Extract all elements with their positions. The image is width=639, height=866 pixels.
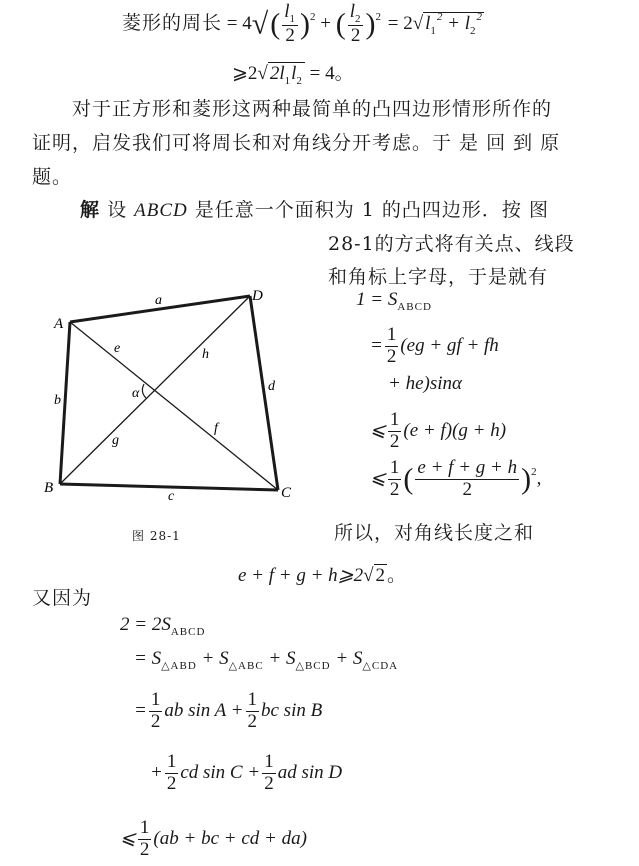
side-b-label: b: [54, 393, 61, 408]
geq-two: ⩾2: [232, 63, 258, 84]
area-bound-1: ⩽ $\frac{1}{2}$ (e + f)(g + h): [370, 409, 507, 452]
area-expansion-cont: + he)sinα: [388, 373, 462, 394]
diagonal-sum-inequality: e + f + g + h⩾2√ 2 。: [238, 565, 407, 586]
conclusion-text: 所以，对角线长度之和: [334, 522, 535, 544]
chain-line-1: $2 = 2S_{ABCD}$: [120, 614, 206, 638]
area-bound-2: ⩽ $\frac{1}{2}$ ( $\frac{e + f + g + h}{2}$ )$^2$,: [370, 457, 542, 500]
radical-sign: √: [257, 63, 268, 84]
vertex-b-label: B: [44, 480, 54, 496]
equals-two: = 2: [387, 12, 413, 34]
vertex-a-label: A: [54, 316, 64, 332]
segment-e-label: e: [114, 341, 121, 356]
diagonal-bd: [60, 296, 250, 484]
radical-sign: √: [412, 12, 424, 34]
half-fraction: $\frac{1}{2}$: [139, 817, 150, 860]
rhombus-perimeter-line: [122, 2, 484, 47]
half-fraction: $\frac{1}{2}$: [264, 751, 274, 794]
half-fraction: $\frac{1}{2}$: [389, 457, 400, 500]
solution-heading: 解: [80, 199, 101, 221]
quadrilateral-figure: [40, 280, 310, 520]
para-line-2: 证明，启发我们可将周长和对角线分开考虑。于 是 回 到 原: [32, 132, 561, 154]
solution-line-1: [80, 195, 549, 222]
fraction-l2: $\frac{l_2}{2}$: [349, 1, 362, 47]
half-fraction: $\frac{1}{2}$: [247, 689, 257, 732]
chain-line-3: = $\frac{1}{2}$ ab sin A + $\frac{1}{2}$ bc sin B: [134, 689, 323, 732]
quad-name: ABCD: [134, 200, 188, 221]
solution-line-3: 和角标上字母，于是就有: [328, 266, 549, 288]
side-d-label: d: [268, 379, 275, 394]
area-expansion: = $\frac{1}{2}$ (eg + gf + fh: [370, 324, 499, 367]
half-fraction: $\frac{1}{2}$: [386, 324, 397, 367]
figure-caption: 图 28-1: [132, 529, 181, 543]
solution-line-2: 28-1的方式将有关点、线段: [328, 233, 575, 255]
solution-text: 设: [107, 199, 135, 221]
mean-fraction: $\frac{e + f + g + h}{2}$: [417, 457, 518, 500]
because-label: 又因为: [32, 587, 93, 609]
angle-arc: [142, 384, 146, 398]
diagonal-ac: [70, 322, 278, 490]
segment-f-label: f: [214, 421, 218, 436]
vertex-c-label: C: [281, 485, 292, 501]
angle-label: α: [132, 386, 140, 401]
solution-text-cont: 是任意一个面积为 1 的凸四边形．按 图: [187, 199, 549, 221]
radicand-2l1l2: $2l_1l_2$: [269, 63, 303, 87]
rhombus-inequality-line: [232, 58, 354, 87]
fraction-l1: $\frac{l_1}{2}$: [284, 1, 296, 47]
radicand-l1-l2: $l_1^2 + l_2^2$: [425, 10, 483, 37]
segment-h-label: h: [202, 347, 209, 362]
half-fraction: $\frac{1}{2}$: [389, 409, 400, 452]
half-fraction: $\frac{1}{2}$: [150, 689, 161, 732]
coefficient: 4: [242, 12, 252, 34]
equals-sign: =: [226, 12, 238, 34]
equals-four: = 4。: [309, 63, 354, 84]
para-line-1: 对于正方形和菱形这两种最简单的凸四边形情形所作的: [72, 98, 553, 120]
radicand: ( $\frac{l_1}{2}$ )$^2$ + ( $\frac{l_2}{2}$ )$^2$: [270, 1, 381, 47]
radical-sign: √: [251, 7, 269, 41]
half-fraction: $\frac{1}{2}$: [166, 751, 177, 794]
side-b-line: [60, 322, 70, 484]
rhombus-perimeter-label: 菱形的周长: [122, 12, 223, 34]
side-a-label: a: [155, 293, 162, 308]
chain-line-4: + $\frac{1}{2}$ cd sin C + $\frac{1}{2}$ ad sin D: [150, 751, 343, 794]
chain-line-5: ⩽ $\frac{1}{2}$ (ab + bc + cd + da): [120, 817, 307, 860]
vertex-d-label: D: [252, 288, 263, 304]
chain-line-2: = $S_{\triangle ABD} + S_{\triangle ABC} + S_{\triangle BCD} + S_{\triangle CDA}$: [134, 648, 399, 672]
area-equation: $1 = S_{ABCD}$: [356, 289, 432, 313]
side-c-label: c: [168, 489, 175, 504]
segment-g-label: g: [112, 433, 119, 448]
para-line-3: 题。: [32, 166, 73, 188]
